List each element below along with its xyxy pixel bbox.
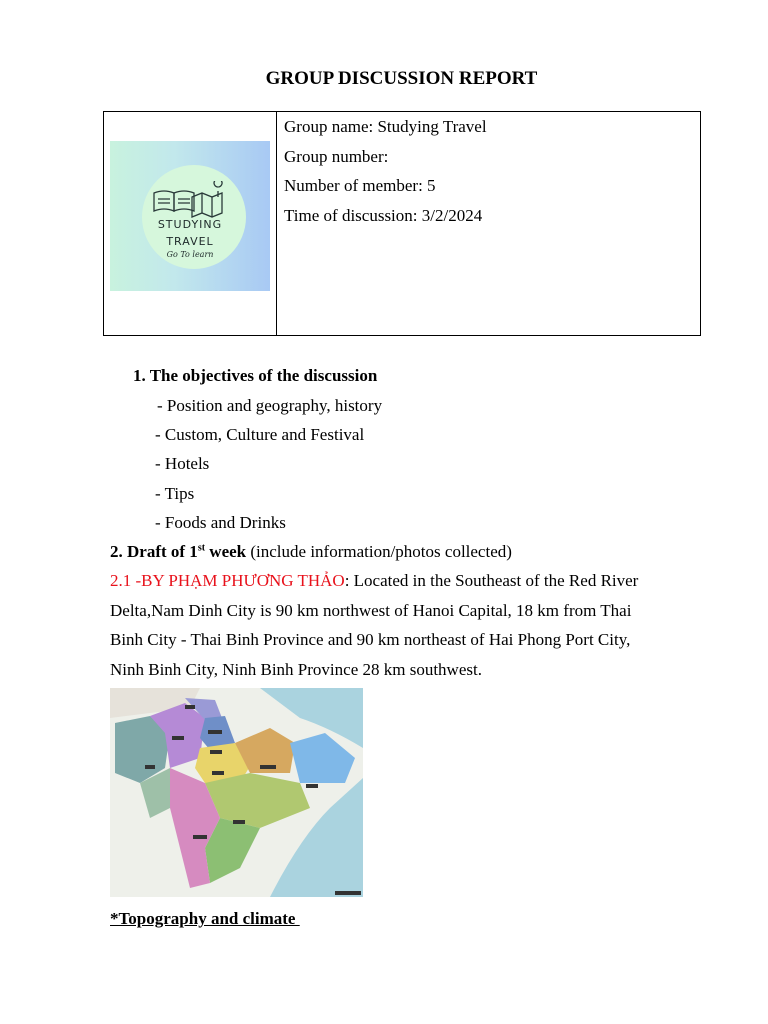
objective-item: - Position and geography, history [157,396,383,415]
logo-line1: STUDYING [157,218,223,231]
objective-item: - Hotels [155,454,210,473]
section-21-line4: Ninh Binh City, Ninh Binh Province 28 km southwest. [110,660,482,679]
discussion-time: Time of discussion: 3/2/2024 [284,205,483,225]
logo-tagline: Go To learn [166,250,214,259]
group-number: Group number: [284,146,389,166]
member-count: Number of member: 5 [284,176,436,195]
objective-item: - Custom, Culture and Festival [155,425,365,444]
group-logo [110,141,270,291]
section-21-line2: Delta,Nam Dinh City is 90 km northwest of Hanoi Capital, 18 km from Thai [110,601,632,620]
draft-heading [110,542,512,562]
objectives-heading: 1. The objectives of the discussion [133,366,378,385]
topography-heading: *Topography and climate [110,909,300,928]
nam-dinh-map-image [110,688,363,897]
map-book-icon [150,181,234,221]
draft-sup: st [197,542,206,554]
objective-item: - Tips [155,484,195,503]
group-info-table [103,111,701,336]
group-info-text [284,112,487,230]
objective-item: - Foods and Drinks [155,513,286,532]
map-illustration [110,688,363,897]
draft-prefix: 2. Draft of 1 [110,542,198,561]
section-author: 2.1 -BY PHẠM PHƯƠNG THẢO [110,571,345,590]
page-title: GROUP DISCUSSION REPORT [265,68,538,89]
section-21-line1 [110,571,638,591]
group-name: Group name: Studying Travel [284,117,487,136]
draft-week: week [205,542,247,561]
table-divider [276,112,277,335]
logo-line2: TRAVEL [166,235,214,248]
section-text: : Located in the Southeast of the Red River [344,571,639,590]
section-21-line3: Binh City - Thai Binh Province and 90 km northeast of Hai Phong Port City, [110,630,631,649]
draft-note: (include information/photos collected) [246,542,512,561]
